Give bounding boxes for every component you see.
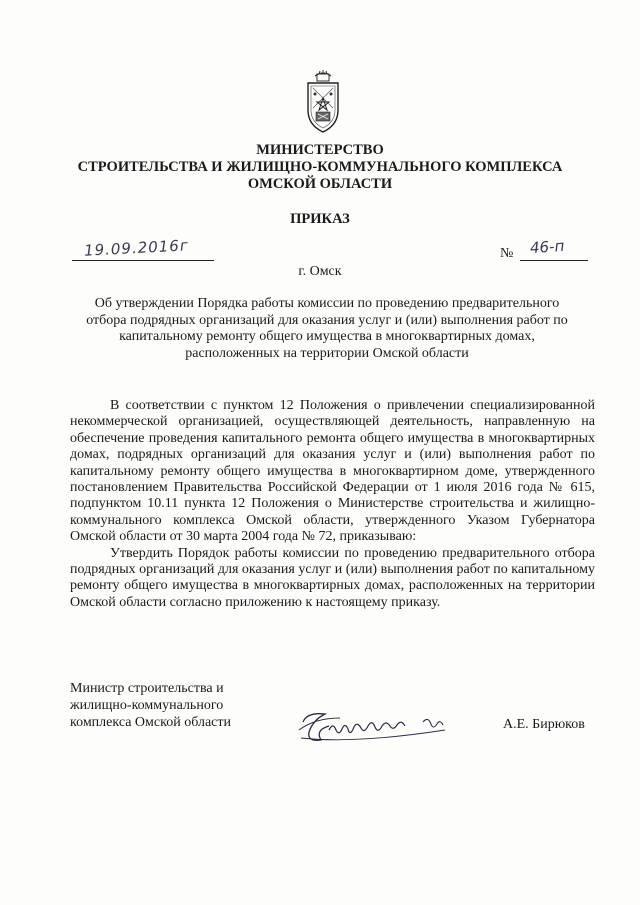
order-body — [70, 398, 595, 611]
signer-position — [70, 680, 231, 731]
number-handwritten: 46-п — [529, 236, 565, 258]
body-paragraph-1: В соответствии с пунктом 12 Положения о привлечении специализированной некоммерческой организацией, осуществляющей деятельность, направленную на обеспечение проведения капитального ремонта общего имущества в многоквартирных домах, подрядных организаций для оказания услуг и (или) выполнения работ по капитальному ремонту общего имущества в многоквартирном доме, утвержденного постановлением Правительства Российской Федерации от 1 июля 2016 года № 615, подпунктом 10.11 пункта 12 Положения о Министерстве строительства и жилищно-коммунального комплекса Омской области, утвержденного Указом Губернатора Омской области от 30 марта 2004 года № 72, приказываю: — [70, 398, 595, 545]
ministry-line-3: ОМСКОЙ ОБЛАСТИ — [247, 176, 393, 192]
ministry-title — [40, 142, 600, 193]
signer-position-line-2: жилищно-коммунального — [70, 698, 224, 713]
subject-line-2: отбора подрядных организаций для оказания услуг и (или) выполнения работ по — [86, 312, 568, 328]
coat-of-arms-emblem-icon — [303, 70, 343, 134]
ministry-line-1: МИНИСТЕРСТВО — [256, 142, 384, 158]
subject-line-3: капитальному ремонту общего имущества в многоквартирных домах, — [119, 329, 535, 344]
subject-line-1: Об утверждении Порядка работы комиссии по проведению предварительного — [94, 296, 560, 311]
city-label: г. Омск — [298, 264, 342, 279]
signer-name: А.Е. Бирюков — [503, 717, 585, 732]
signer-position-line-3: комплекса Омской области — [70, 715, 231, 730]
handwritten-signature — [295, 700, 460, 750]
number-label: № — [500, 246, 514, 261]
body-paragraph-2: Утвердить Порядок работы комиссии по проведению предварительного отбора подрядных организаций для оказания услуг и (или) выполнения работ по капитальному ремонту общего имущества в многоквартирных домах, расположенных на территории Омской области согласно приложению к настоящему приказу. — [70, 545, 595, 610]
date-field — [72, 236, 214, 261]
ministry-line-2: СТРОИТЕЛЬСТВА И ЖИЛИЩНО-КОММУНАЛЬНОГО КОМПЛЕКСА — [77, 159, 563, 175]
subject-line-4: расположенных на территории Омской области — [185, 345, 469, 361]
date-handwritten: 19.09.2016г — [83, 236, 190, 260]
number-field — [520, 236, 588, 261]
document-type: ПРИКАЗ — [290, 211, 350, 227]
order-subject — [62, 296, 592, 362]
signer-position-line-1: Министр строительства и — [70, 681, 224, 696]
